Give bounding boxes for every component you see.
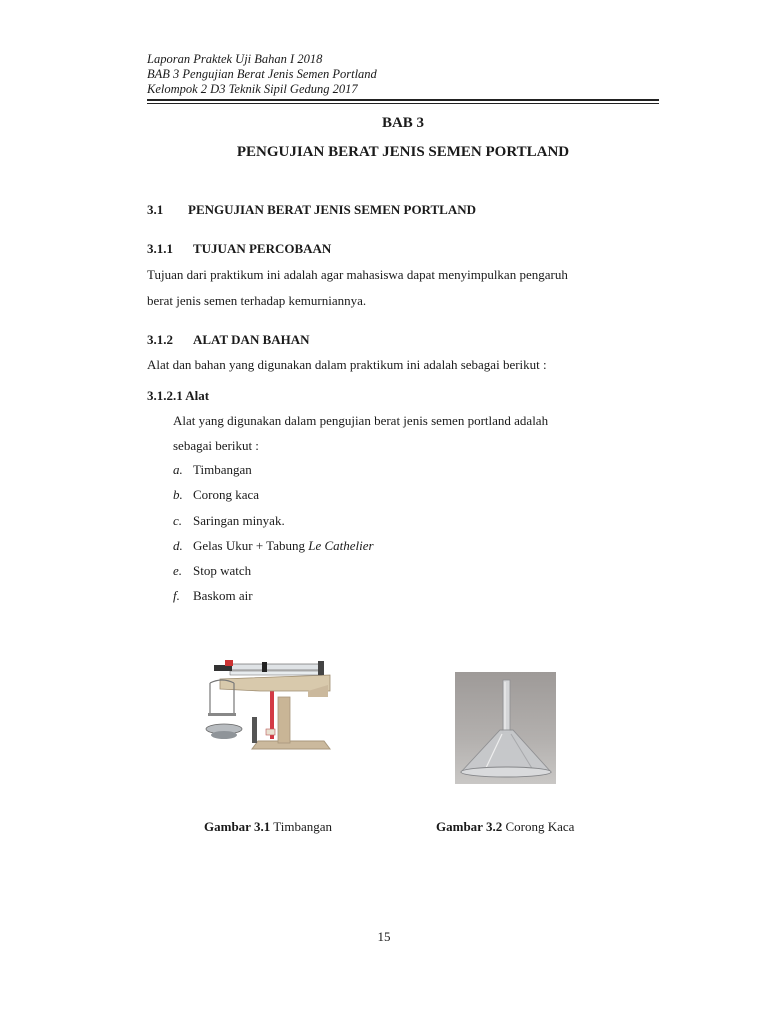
glass-funnel-image <box>455 672 556 784</box>
section-number: 3.1 <box>147 202 164 217</box>
list-text: Timbangan <box>193 462 252 477</box>
section-title: PENGUJIAN BERAT JENIS SEMEN PORTLAND <box>188 202 476 217</box>
materials-intro: Alat dan bahan yang digunakan dalam praktikum ini adalah sebagai berikut : <box>147 357 547 372</box>
section-3-1-2-1-heading: 3.1.2.1 Alat <box>147 388 210 403</box>
list-item <box>173 457 374 482</box>
header-line-2: BAB 3 Pengujian Berat Jenis Semen Portland <box>147 67 377 81</box>
running-header <box>147 52 377 97</box>
section-title: ALAT DAN BAHAN <box>193 332 310 347</box>
header-rule-thin <box>147 103 659 104</box>
list-letter: c. <box>173 512 183 528</box>
section-3-1-1-heading <box>147 241 331 257</box>
figure-label: Gambar 3.1 <box>204 819 271 834</box>
list-item <box>173 583 374 608</box>
list-letter: d. <box>173 537 183 553</box>
list-text: Stop watch <box>193 563 252 579</box>
figure-caption-3-2 <box>436 819 574 835</box>
paragraph-line: Alat yang digunakan dalam pengujian berat jenis semen portland adalah <box>173 413 549 428</box>
objective-paragraph <box>147 262 659 314</box>
section-number: 3.1.2 <box>147 332 173 347</box>
header-rule-thick <box>147 99 659 101</box>
figure-label: Gambar 3.2 <box>436 819 503 834</box>
list-item <box>173 533 374 558</box>
header-line-3: Kelompok 2 D3 Teknik Sipil Gedung 2017 <box>147 82 358 96</box>
chapter-title: PENGUJIAN BERAT JENIS SEMEN PORTLAND <box>236 144 570 160</box>
figure-caption-text: Timbangan <box>273 819 332 834</box>
paragraph-line: Tujuan dari praktikum ini adalah agar mahasiswa dapat menyimpulkan pengaruh <box>147 267 568 282</box>
page-number: 15 <box>377 929 391 944</box>
list-text: Saringan minyak. <box>193 512 285 528</box>
tools-list <box>173 457 374 609</box>
list-letter: f. <box>173 588 180 604</box>
chapter-number: BAB 3 <box>381 115 425 131</box>
balance-scale-image <box>200 655 340 755</box>
list-letter: a. <box>173 462 183 477</box>
paragraph-line: berat jenis semen terhadap kemurniannya. <box>147 293 367 308</box>
section-title: TUJUAN PERCOBAAN <box>193 241 332 256</box>
tools-intro <box>173 408 659 458</box>
figure-caption-text: Corong Kaca <box>505 819 575 834</box>
list-text: Gelas Ukur + Tabung <box>193 537 309 553</box>
header-line-1: Laporan Praktek Uji Bahan I 2018 <box>147 52 323 66</box>
list-letter: b. <box>173 487 183 503</box>
figure-caption-3-1 <box>204 819 332 835</box>
paragraph-line: sebagai berikut : <box>173 438 259 453</box>
list-text: Baskom air <box>193 588 253 604</box>
list-item <box>173 558 374 583</box>
section-3-1-2-heading <box>147 332 310 348</box>
list-letter: e. <box>173 563 183 579</box>
list-text-italic: Le Cathelier <box>308 537 374 553</box>
list-item <box>173 482 374 507</box>
list-text: Corong kaca <box>193 487 260 503</box>
list-item <box>173 508 374 533</box>
section-number: 3.1.1 <box>147 241 173 256</box>
section-3-1-heading <box>147 202 476 218</box>
